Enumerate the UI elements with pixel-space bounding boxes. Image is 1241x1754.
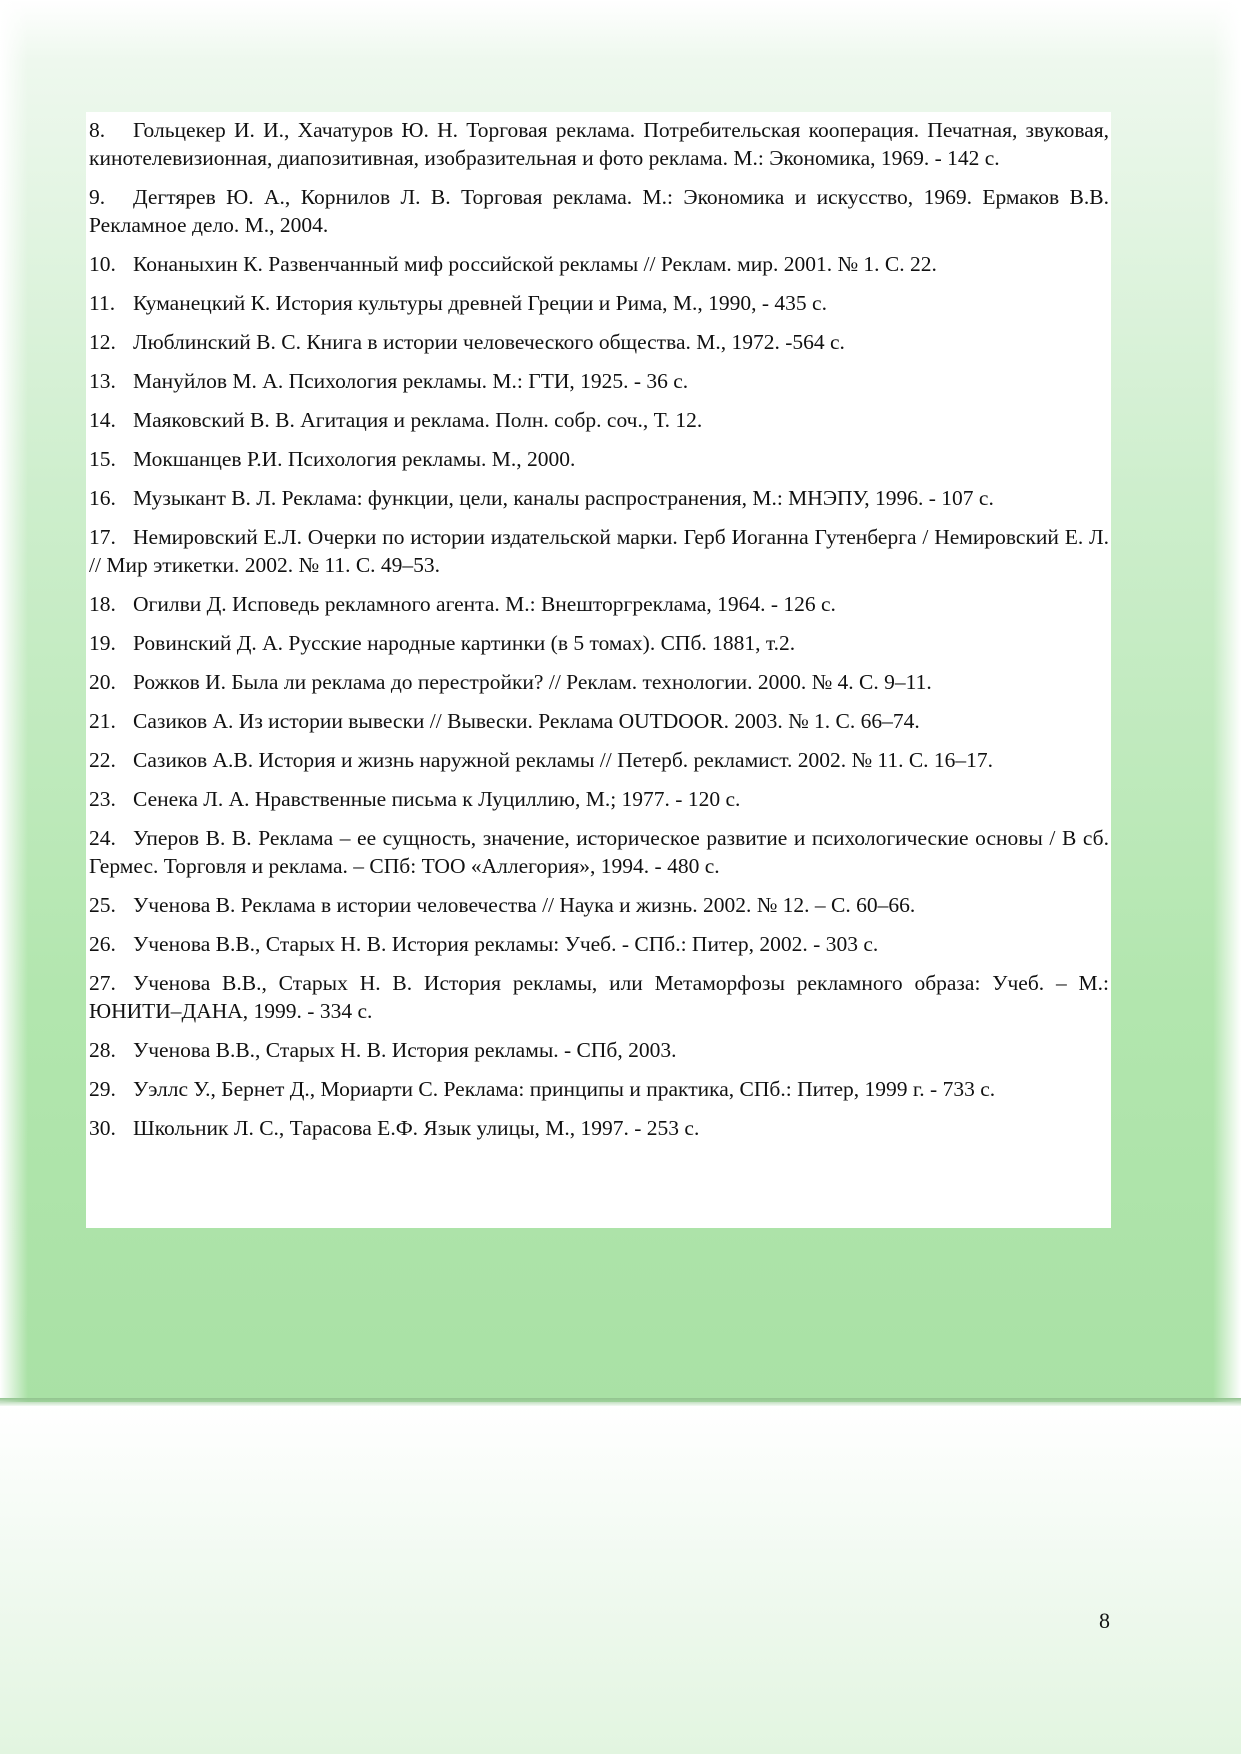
reference-text: Ученова В.В., Старых Н. В. История рекламы. - СПб, 2003. [133,1038,677,1062]
reference-text: Ровинский Д. А. Русские народные картинки (в 5 томах). СПб. 1881, т.2. [133,631,796,655]
reference-number: 25. [89,893,116,917]
reference-text: Конаныхин К. Развенчанный миф российской рекламы // Реклам. мир. 2001. № 1. С. 22. [133,252,937,276]
reference-text: Куманецкий К. История культуры древней Греции и Рима, М., 1990, - 435 с. [133,291,827,315]
reference-item [89,1114,1109,1142]
reference-text: Музыкант В. Л. Реклама: функции, цели, каналы распространения, М.: МНЭПУ, 1996. - 107 с. [133,486,994,510]
reference-number: 22. [89,748,116,772]
reference-item [89,484,1109,512]
reference-item [89,969,1109,1025]
reference-text: Маяковский В. В. Агитация и реклама. Полн. собр. соч., Т. 12. [133,408,703,432]
reference-text: Люблинский В. С. Книга в истории человеческого общества. М., 1972. -564 с. [133,330,845,354]
reference-text: Сазиков А. Из истории вывески // Вывески. Реклама OUTDOOR. 2003. № 1. С. 66–74. [133,709,920,733]
reference-item [89,116,1109,172]
reference-text: Немировский Е.Л. Очерки по истории издательской марки. Герб Иоганна Гутенберга / Немировский Е. Л. // Мир этикетки. 2002. № 11. С. 49–53. [89,525,1109,577]
page-divider [0,1398,1241,1406]
reference-item [89,523,1109,579]
reference-number: 13. [89,369,116,393]
reference-item [89,250,1109,278]
reference-number: 18. [89,592,116,616]
reference-number: 26. [89,932,116,956]
reference-number: 29. [89,1077,116,1101]
reference-number: 27. [89,971,116,995]
reference-text: Ученова В.В., Старых Н. В. История рекламы, или Метаморфозы рекламного образа: Учеб. – М.: ЮНИТИ–ДАНА, 1999. - 334 с. [89,971,1109,1023]
reference-number: 15. [89,447,116,471]
reference-text: Мануйлов М. А. Психология рекламы. М.: ГТИ, 1925. - 36 с. [133,369,689,393]
reference-text: Мокшанцев Р.И. Психология рекламы. М., 2000. [133,447,576,471]
reference-number: 20. [89,670,116,694]
reference-number: 28. [89,1038,116,1062]
reference-text: Уэллс У., Бернет Д., Мориарти С. Реклама: принципы и практика, СПб.: Питер, 1999 г. - 733 с. [133,1077,996,1101]
reference-number: 24. [89,826,116,850]
page-number: 8 [1099,1608,1110,1633]
reference-item [89,1075,1109,1103]
reference-item [89,183,1109,239]
reference-number: 9. [89,185,106,209]
reference-text: Сенека Л. А. Нравственные письма к Луциллию, М.; 1977. - 120 с. [133,787,741,811]
reference-item [89,406,1109,434]
reference-number: 30. [89,1116,116,1140]
reference-text: Школьник Л. С., Тарасова Е.Ф. Язык улицы, М., 1997. - 253 с. [133,1116,700,1140]
reference-item [89,824,1109,880]
reference-item [89,590,1109,618]
reference-number: 14. [89,408,116,432]
reference-text: Ученова В. Реклама в истории человечества // Наука и жизнь. 2002. № 12. – С. 60–66. [133,893,916,917]
reference-text: Огилви Д. Исповедь рекламного агента. М.: Внешторгреклама, 1964. - 126 с. [133,592,836,616]
reference-number: 21. [89,709,116,733]
reference-text: Сазиков А.В. История и жизнь наружной рекламы // Петерб. рекламист. 2002. № 11. С. 16–17. [133,748,994,772]
reference-item [89,328,1109,356]
reference-text: Уперов В. В. Реклама – ее сущность, значение, историческое развитие и психологические основы / В сб. Гермес. Торговля и реклама. – СПб: ТОО «Аллегория», 1994. - 480 с. [89,826,1109,878]
reference-item [89,746,1109,774]
reference-item [89,785,1109,813]
reference-item [89,367,1109,395]
reference-item [89,445,1109,473]
reference-number: 16. [89,486,116,510]
reference-text: Дегтярев Ю. А., Корнилов Л. В. Торговая реклама. М.: Экономика и искусство, 1969. Ермаков В.В. Рекламное дело. М., 2004. [89,185,1109,237]
reference-item [89,668,1109,696]
reference-number: 23. [89,787,116,811]
reference-text: Ученова В.В., Старых Н. В. История рекламы: Учеб. - СПб.: Питер, 2002. - 303 с. [133,932,879,956]
reference-number: 17. [89,525,116,549]
page-background-bottom [0,1406,1241,1754]
reference-text: Гольцекер И. И., Хачатуров Ю. Н. Торговая реклама. Потребительская кооперация. Печатная, звуковая, кинотелевизионная, диапозитивная, изобразительная и фото реклама. М.: Экономика, 1969. - 142 с. [89,118,1109,170]
reference-text: Рожков И. Была ли реклама до перестройки? // Реклам. технологии. 2000. № 4. С. 9–11. [133,670,932,694]
reference-number: 19. [89,631,116,655]
reference-item [89,629,1109,657]
reference-number: 12. [89,330,116,354]
reference-item [89,289,1109,317]
reference-number: 10. [89,252,116,276]
reference-item [89,1036,1109,1064]
reference-list [89,116,1109,1153]
reference-number: 11. [89,291,116,315]
reference-item [89,891,1109,919]
reference-number: 8. [89,118,106,142]
reference-item [89,707,1109,735]
reference-item [89,930,1109,958]
